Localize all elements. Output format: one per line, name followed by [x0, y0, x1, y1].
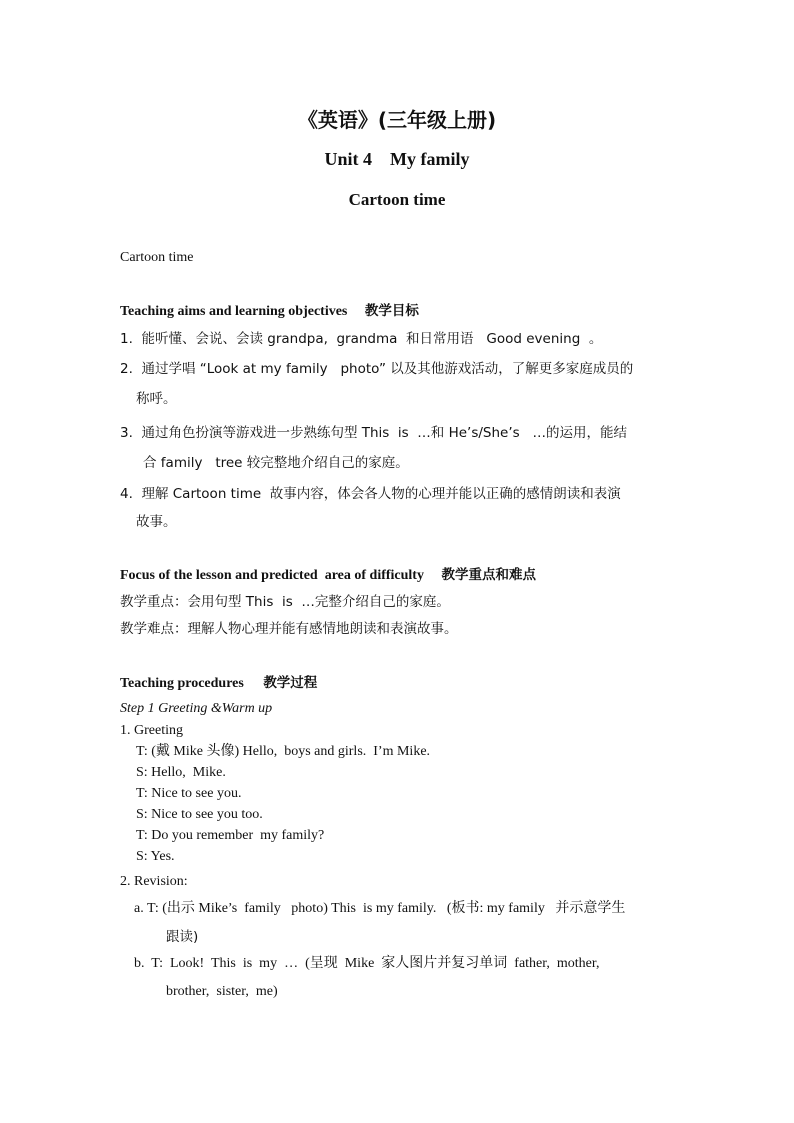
aims-heading-en: Teaching aims and learning objectives	[120, 304, 348, 319]
aims-heading-cn: 教学目标	[364, 303, 419, 319]
revision-b: b. T: Look! This is my … (呈现 Mike 家人图片并复习单词 father, mother,	[134, 956, 600, 971]
procedures-heading-cn: 教学过程	[263, 675, 318, 691]
step-1-heading: Step 1 Greeting &Warm up	[120, 701, 273, 716]
aim-item-4-cont: 故事。	[136, 514, 177, 530]
revision-b-cont: brother, sister, me)	[166, 984, 278, 999]
aim-item-4: 4. 理解 Cartoon time 故事内容，体会各人物的心理并能以正确的感情朗读和表演	[120, 486, 621, 502]
revision-a: a. T: (出示 Mike’s family photo) This is my family. (板书: my family 并示意学生	[134, 901, 626, 916]
dialogue-line: T: Nice to see you.	[136, 786, 242, 801]
dialogue-line: S: Yes.	[136, 849, 175, 864]
unit-title: Unit 4 My family	[324, 149, 470, 169]
dialogue-line: S: Hello, Mike.	[136, 765, 226, 780]
lesson-title: Cartoon time	[348, 190, 446, 209]
aim-item-1: 1. 能听懂、会说、会读 grandpa, grandma 和日常用语 Good evening 。	[120, 331, 603, 347]
difficulty-point: 教学难点：理解人物心理并能有感情地朗读和表演故事。	[120, 621, 458, 637]
lesson-label: Cartoon time	[120, 250, 194, 265]
procedures-heading	[120, 674, 317, 693]
aims-heading	[120, 302, 419, 321]
revision-label: 2. Revision:	[120, 874, 188, 889]
procedures-heading-en: Teaching procedures	[120, 676, 244, 691]
aim-item-2: 2. 通过学唱 “Look at my family photo” 以及其他游戏活动，了解更多家庭成员的	[120, 361, 634, 377]
aim-item-2-cont: 称呼。	[136, 391, 177, 407]
dialogue-line: T: Do you remember my family?	[136, 828, 325, 843]
focus-heading-en: Focus of the lesson and predicted area of difficulty	[120, 568, 424, 583]
greeting-label: 1. Greeting	[120, 723, 183, 738]
aim-item-3: 3. 通过角色扮演等游戏进一步熟练句型 This is …和 He’s/She’s …的运用，能结	[120, 425, 628, 441]
dialogue-line: T: (戴 Mike 头像) Hello, boys and girls. I’m Mike.	[136, 744, 431, 759]
focus-heading-cn: 教学重点和难点	[441, 567, 536, 583]
key-point: 教学重点：会用句型 This is …完整介绍自己的家庭。	[120, 594, 450, 610]
focus-heading	[120, 566, 536, 585]
dialogue-line: S: Nice to see you too.	[136, 807, 263, 822]
revision-a-cont: 跟读)	[166, 929, 199, 945]
aim-item-3-cont: 合 family tree 较完整地介绍自己的家庭。	[143, 455, 409, 471]
book-title: 《英语》(三年级上册)	[297, 108, 497, 132]
